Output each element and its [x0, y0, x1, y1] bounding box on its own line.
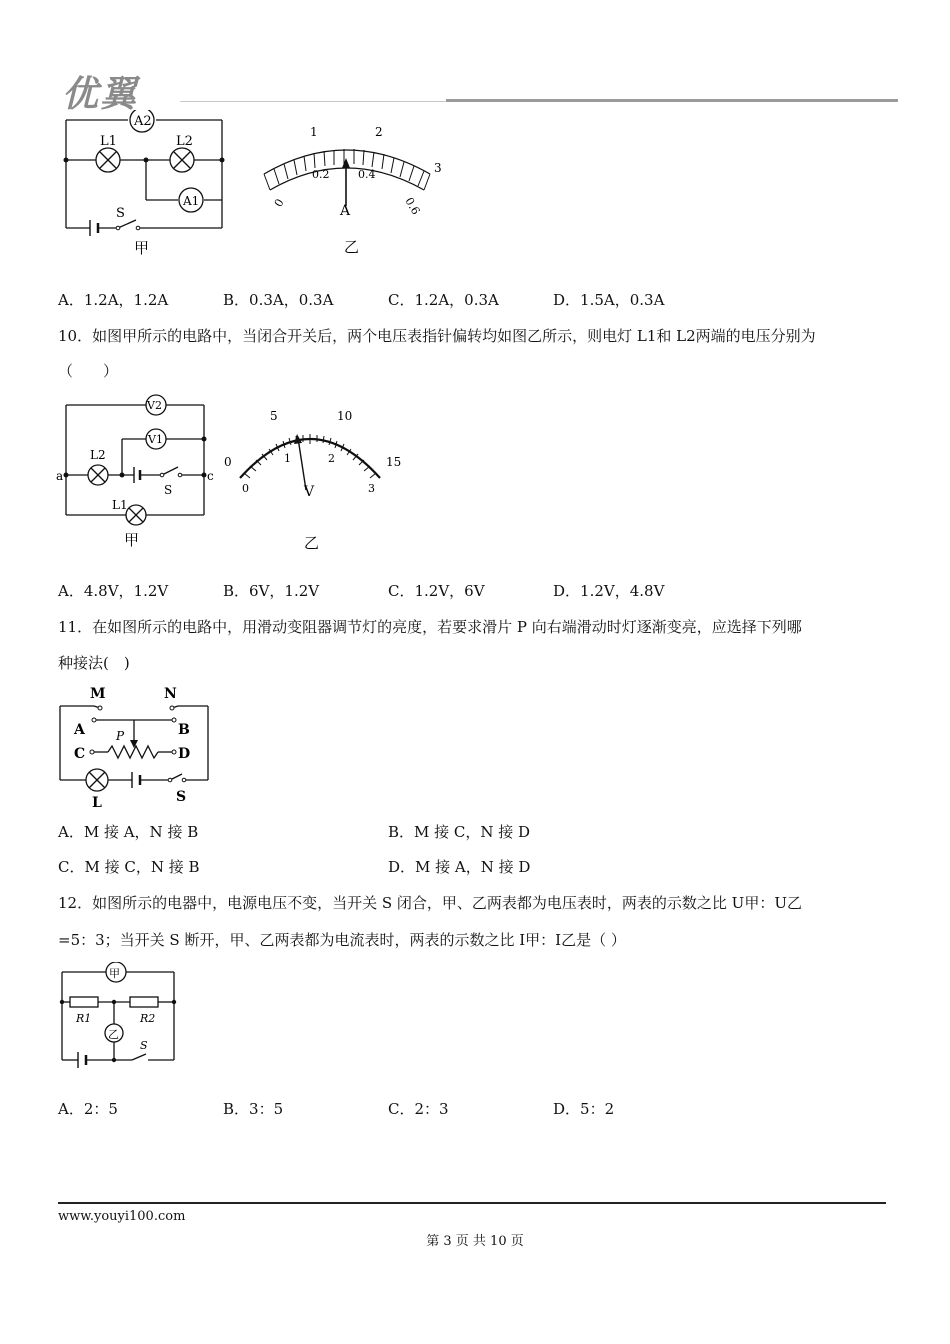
q9-option-c[interactable]: C．1.2A，0.3A [388, 291, 499, 309]
dial-outer-tick-3: 3 [434, 161, 442, 175]
q9-circuit-diagram [56, 110, 236, 260]
q12-option-c[interactable]: C．2：3 [388, 1100, 449, 1118]
lamp-l-label: L [92, 795, 102, 810]
dial-outer-tick-1: 5 [270, 409, 278, 423]
dial-outer-tick-1: 1 [310, 125, 318, 139]
switch-s-label: S [164, 483, 173, 497]
ammeter-a1-label: A1 [183, 194, 200, 208]
lamp-l1-label: L1 [100, 134, 117, 149]
q10-option-b[interactable]: B．6V，1.2V [223, 582, 320, 600]
q10-stem-line1: 10．如图甲所示的电路中，当闭合开关后，两个电压表指针偏转均如图乙所示，则电灯 L1和 L2两端的电压分别为 [58, 327, 816, 345]
resistor-r2-label: R2 [140, 1012, 156, 1025]
switch-s-label: S [140, 1039, 148, 1052]
lamp-l1-label: L1 [112, 498, 128, 512]
q11-option-c[interactable]: C．M 接 C，N 接 B [58, 858, 200, 876]
q9-option-d[interactable]: D．1.5A，0.3A [553, 291, 665, 309]
dial-unit-label: V [304, 484, 315, 500]
q10-option-c[interactable]: C．1.2V，6V [388, 582, 485, 600]
dial-outer-tick-2: 10 [337, 409, 353, 423]
q9-ammeter-dial [238, 116, 448, 258]
q11-option-d[interactable]: D．M 接 A，N 接 D [388, 858, 531, 876]
footer-url-link[interactable]: www.youyi100.com [58, 1209, 186, 1224]
voltmeter-v2-label: V2 [147, 399, 162, 412]
q10-stem-line2: （ ） [58, 362, 119, 380]
node-c-label: c [207, 469, 214, 483]
dial-unit-label: A [340, 203, 351, 219]
q12-option-a[interactable]: A．2：5 [58, 1100, 118, 1118]
figure-jia-label: 甲 [134, 239, 150, 257]
q12-circuit-diagram [54, 962, 182, 1074]
q11-stem-line2: 种接法( ) [58, 654, 130, 672]
dial-inner-tick-2: 0.4 [358, 168, 376, 181]
dial-inner-tick-3: 0.6 [402, 195, 423, 217]
q11-stem-line1: 11．在如图所示的电路中，用滑动变阻器调节灯的亮度，若要求滑片 P 向右端滑动时灯逐渐变亮，应选择下列哪 [58, 618, 802, 636]
dial-outer-tick-3: 15 [386, 455, 402, 469]
lamp-l2-label: L2 [90, 448, 106, 462]
meter-yi-label: 乙 [108, 1028, 119, 1041]
q10-circuit-diagram [54, 393, 214, 555]
q12-option-b[interactable]: B．3：5 [223, 1100, 284, 1118]
q12-option-d[interactable]: D．5：2 [553, 1100, 615, 1118]
figure-yi-label: 乙 [304, 534, 320, 552]
q10-option-a[interactable]: A．4.8V，1.2V [58, 582, 169, 600]
brand-logo: 优翼 [62, 74, 139, 115]
dial-inner-tick-1: 1 [284, 452, 291, 465]
q10-option-d[interactable]: D．1.2V，4.8V [553, 582, 665, 600]
ammeter-a2-label: A2 [134, 114, 152, 129]
switch-s-label: S [116, 206, 125, 221]
terminal-b-label: B [178, 722, 190, 738]
q10-voltmeter-dial [222, 404, 407, 556]
meter-jia-label: 甲 [109, 967, 120, 980]
q9-option-a[interactable]: A．1.2A，1.2A [58, 291, 169, 309]
figure-jia-label: 甲 [124, 531, 140, 549]
header-rule-thin [180, 101, 446, 102]
lamp-l2-label: L2 [176, 134, 193, 149]
dial-inner-tick-2: 2 [328, 452, 335, 465]
voltmeter-v1-label: V1 [148, 433, 163, 446]
terminal-a-label: A [74, 722, 85, 738]
q11-circuit-diagram [56, 682, 216, 810]
figure-yi-label: 乙 [344, 238, 360, 256]
slider-p-label: P [116, 729, 125, 743]
dial-inner-tick-3: 3 [368, 482, 375, 495]
dial-outer-tick-0: 0 [224, 455, 232, 469]
dial-inner-tick-0: 0 [271, 196, 287, 210]
q11-option-b[interactable]: B．M 接 C，N 接 D [388, 823, 531, 841]
page-number: 第 3 页 共 10 页 [426, 1234, 524, 1249]
q11-option-a[interactable]: A．M 接 A，N 接 B [58, 823, 199, 841]
dial-outer-tick-2: 2 [375, 125, 383, 139]
terminal-n-label: N [164, 686, 177, 702]
resistor-r1-label: R1 [76, 1012, 92, 1025]
q9-option-b[interactable]: B．0.3A，0.3A [223, 291, 334, 309]
terminal-m-label: M [90, 686, 106, 702]
terminal-c-label: C [74, 746, 86, 762]
node-a-label: a [56, 469, 64, 483]
header-rule [446, 99, 898, 102]
dial-inner-tick-1: 0.2 [312, 168, 330, 181]
terminal-d-label: D [178, 746, 191, 762]
switch-s-label: S [176, 789, 187, 805]
footer-rule [58, 1202, 886, 1204]
q12-stem-line2: =5：3；当开关 S 断开，甲、乙两表都为电流表时，两表的示数之比 I甲：I乙是（ ） [58, 931, 626, 949]
q12-stem-line1: 12．如图所示的电器中，电源电压不变，当开关 S 闭合，甲、乙两表都为电压表时，两表的示数之比 U甲：U乙 [58, 894, 802, 912]
dial-inner-tick-0: 0 [242, 482, 249, 495]
